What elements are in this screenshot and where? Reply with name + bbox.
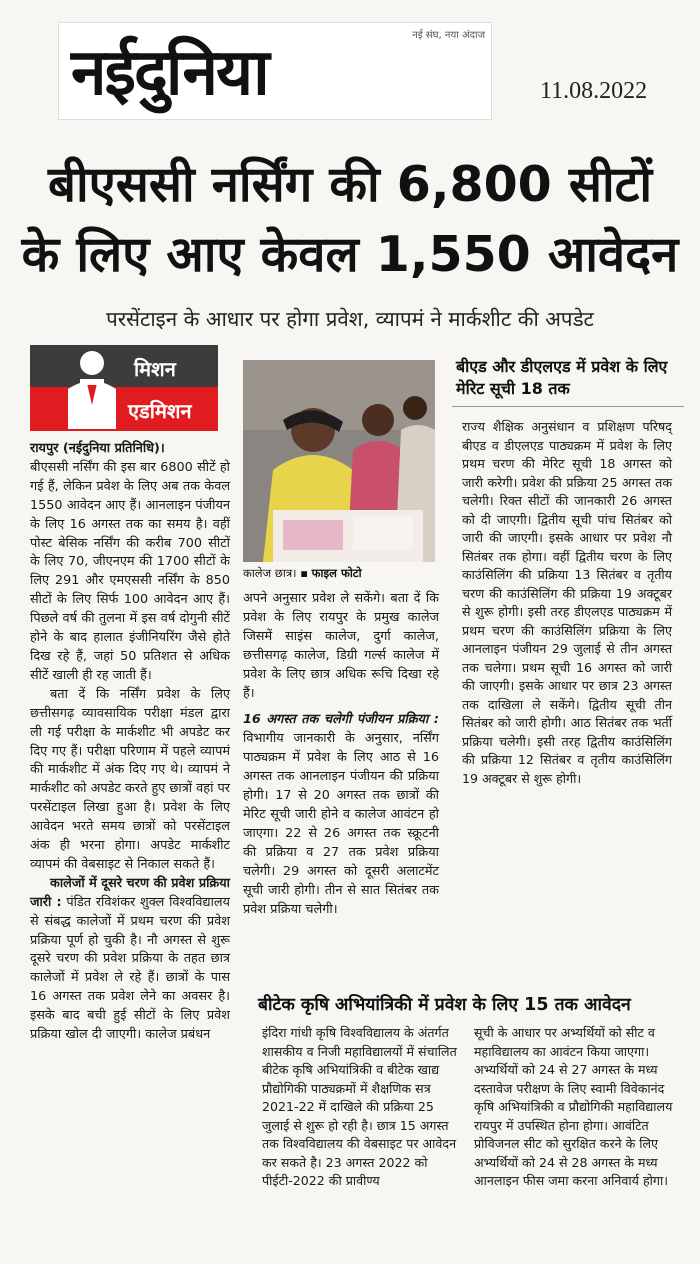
mission-label: मिशन (134, 357, 176, 381)
students-photo (243, 360, 435, 562)
bottom-story-heading: बीटेक कृषि अभियांत्रिकी में प्रवेश के लिए 15 तक आवेदन (258, 995, 631, 1015)
paragraph: विभागीय जानकारी के अनुसार, नर्सिंग पाठ्यक्रम में प्रवेश के लिए आठ से 16 अगस्त तक आनलाइन पंजीयन की प्रक्रिया होगी। 17 से 20 अगस्त तक छात्रों की मेरिट सूची जारी होने व कालेज आवंटन हो जाएगा। 22 से 26 अगस्त तक स्क्रूटनी की प्रक्रिया व 27 तक प्रवेश प्रक्रिया चलेगी। 29 अगस्त को दूसरी अलाटमेंट सूची जारी होगी। तीन से सात सितंबर तक प्रवेश प्रक्रिया चलेगी। (243, 731, 439, 917)
students-exam-image (243, 360, 435, 562)
person-icon (60, 349, 124, 429)
headline (20, 150, 680, 290)
right-story-heading: बीएड और डीएलएड में प्रवेश के लिए मेरिट सूची 18 तक (456, 357, 668, 398)
mission-admission-badge (30, 345, 218, 431)
headline-line-2: के लिए आए केवल 1,550 आवेदन (21, 226, 679, 283)
right-story-body: राज्य शैक्षिक अनुसंधान व प्रशिक्षण परिषद् बीएड व डीएलएड पाठ्यक्रम में प्रवेश के लिए प्रथम चरण की मेरिट सूची 18 अगस्त को जारी करेगी। प्रवेश की प्रक्रिया 25 अगस्त तक चलेगी। रिक्त सीटों की जानकारी 26 अगस्त को दी जाएगी। द्वितीय सूची पांच सितंबर को जारी की जाएगी। इसके आधार पर प्रवेश नौ सितंबर तक होगा। वहीं द्वितीय चरण के लिए काउंसिलिंग की प्रक्रिया 13 सितंबर व तृतीय चरण की काउंसिलिंग की प्रक्रिया 19 अक्टूबर से शुरू होगी। इसी तरह डीएलएड पाठ्यक्रम में प्रथम चरण की काउंसिलिंग प्रक्रिया के लिए आनलाइन पंजीयन 29 जुलाई से तीन अगस्त तक चलेगा। प्रथम सूची 16 अगस्त को जारी की जाएगी। इसके आधार पर छात्र 23 अगस्त तक दाखिला ले सकेंगे। द्वितीय सूची तीन सितंबर को जारी होगी। आठ सितंबर तक भर्ती प्रक्रिया चलेगी। इसी तरह द्वितीय काउंसिलिंग की प्रक्रिया 12 सितंबर व तृतीय काउंसिलिंग 19 अक्टूबर से शुरू होगी। (462, 419, 672, 786)
main-story-column-2 (243, 590, 439, 919)
divider (452, 406, 684, 407)
masthead (58, 22, 492, 120)
photo-caption (243, 566, 435, 581)
main-story-column-1 (30, 440, 230, 1045)
subheadline: परसेंटाइन के आधार पर होगा प्रवेश, व्यापमं ने मार्कशीट की अपडेट (106, 307, 594, 331)
paragraph: अपने अनुसार प्रवेश ले सकेंगे। बता दें कि प्रवेश के लिए रायपुर के प्रमुख कालेज जिसमें साइंस कालेज, दुर्गा कालेज, छत्तीसगढ़ कालेज, डिग्री गर्ल्स कालेज में प्रवेश के लिए छात्र अधिक रूचि दिखा रहे हैं। (243, 591, 439, 701)
bottom-story-column-2: सूची के आधार पर अभ्यर्थियों को सीट व महाविद्यालय का आवंटन किया जाएगा। अभ्यर्थियों को 24 से 27 अगस्त के मध्य दस्तावेज परीक्षण के लिए स्वामी विवेकानंद कृषि अभियांत्रिकी व प्रौद्योगिकी महाविद्यालय रायपुर में उपस्थित होना होगा। आवंटित प्रोविजनल सीट को सुरक्षित करने के लिए अभ्यर्थियों को 24 से 28 अगस्त के मध्य आनलाइन फीस जमा करना अनिवार्य होगा। (474, 1025, 673, 1188)
caption-separator: ▪ (300, 566, 308, 580)
paragraph: पंडित रविशंकर शुक्ल विश्वविद्यालय से संबद्ध कालेजों में प्रथम चरण की प्रवेश प्रक्रिया पूर्ण हो चुकी है। नौ अगस्त से शुरू दूसरे चरण की प्रवेश प्रक्रिया के तहत छात्र कालेजों में प्रवेश ले रहे हैं। छात्रों के पास 16 अगस्त तक प्रवेश लेने का अवसर है। इसके बाद बची हुई सीटों के लिए प्रवेश प्रक्रिया खोल दी जाएगी। कालेज प्रबंधन (30, 894, 230, 1043)
newspaper-logo: नईदुनिया (71, 36, 268, 110)
paragraph: बीएससी नर्सिंग की इस बार 6800 सीटें हो गई हैं, लेकिन प्रवेश के लिए अब तक केवल 1550 आवेदन आए हैं। आनलाइन पंजीयन के लिए 16 अगस्त तक का समय है। वहीं पोस्ट बेसिक नर्सिंग की करीब 700 सीटों के लिए 70, जीएनएम की 1700 सीटों के लिए 291 और एमएससी नर्सिंग के 850 सीटों के लिए सिर्फ 100 आवेदन आए हैं। पिछले वर्ष की तुलना में इस वर्ष दोगुनी सीटें होने के बाद हालात इंजीनियरिंग जैसे होते दिख रहे हैं, जहां 50 प्रतिशत से अधिक सीटें खाली ही रह जाती हैं। (30, 459, 230, 683)
section-subhead: कालेजों में दूसरे चरण की प्रवेश प्रक्रिया जारी : (30, 875, 230, 910)
paragraph: बता दें कि नर्सिंग प्रवेश के लिए छत्तीसगढ़ व्यावसायिक परीक्षा मंडल द्वारा ली गई परीक्षा के मार्कशीट भी अपडेट कर दिए गए हैं। परीक्षा परिणाम में पहले व्यापमं की मार्कशीट में अंक दिए गए थे। व्यापमं ने मार्कशीट को अपडेट करते हुए छात्रों वहां पर परसेंटाइल लिखा हुआ है। प्रवेश के लिए आवेदन भरते समय छात्रों को परसेंटाइल अंक ही भरना होगा। अपडेट मार्कशीट व्यापमं की वेबसाइट से निकाल सकते हैं। (30, 686, 230, 872)
admission-label: एडमिशन (128, 399, 192, 423)
dateline: रायपुर (नईदुनिया प्रतिनिधि)। (30, 441, 165, 456)
caption-credit: फाइल फोटो (311, 566, 362, 580)
masthead-edition: नई संघ, नया अंदाज (412, 30, 485, 41)
headline-line-1: बीएससी नर्सिंग की 6,800 सीटों (47, 156, 653, 213)
bottom-story-column-1: इंदिरा गांधी कृषि विश्वविद्यालय के अंतर्गत शासकीय व निजी महाविद्यालयों में संचालित बीटेक कृषि अभियांत्रिकी व बीटेक खाद्य प्रौद्योगिकी पाठ्यक्रमों में शैक्षणिक सत्र 2021-22 में दाखिले की प्रक्रिया 25 जुलाई से शुरू हो रही है। छात्र 15 अगस्त तक विश्वविद्यालय की वेबसाइट पर आवेदन कर सकते है। 23 अगस्त 2022 को पीईटी-2022 की प्रावीण्य (262, 1025, 457, 1188)
section-subhead: 16 अगस्त तक चलेगी पंजीयन प्रक्रिया : (243, 712, 439, 728)
publication-date: 11.08.2022 (540, 78, 648, 104)
caption-text: कालेज छात्र। (243, 566, 297, 580)
